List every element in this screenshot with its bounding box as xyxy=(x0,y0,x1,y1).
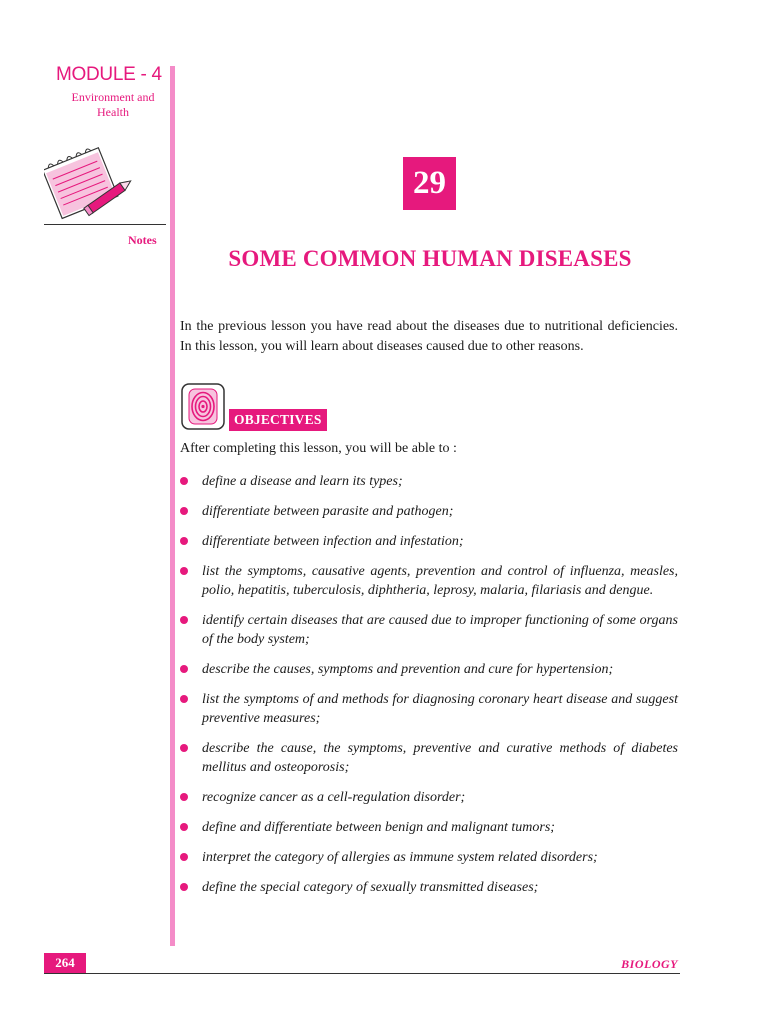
list-item: describe the cause, the symptoms, preventive and curative methods of diabetes mellitus and osteoporosis; xyxy=(180,739,678,777)
list-item: differentiate between parasite and pathogen; xyxy=(180,502,678,521)
notepad-pencil-icon xyxy=(44,142,136,220)
chapter-number: 29 xyxy=(403,157,456,210)
margin-bar xyxy=(170,66,175,946)
notes-divider xyxy=(44,224,166,225)
list-item: recognize cancer as a cell-regulation disorder; xyxy=(180,788,678,807)
footer-divider xyxy=(44,973,680,974)
list-item: list the symptoms, causative agents, prevention and control of influenza, measles, polio, hepatitis, tuberculosis, diphtheria, leprosy, malaria, filariasis and dengue. xyxy=(180,562,678,600)
list-item: describe the causes, symptoms and prevention and cure for hypertension; xyxy=(180,660,678,679)
list-item: differentiate between infection and infestation; xyxy=(180,532,678,551)
list-item: interpret the category of allergies as immune system related disorders; xyxy=(180,848,678,867)
page-number: 264 xyxy=(44,953,86,973)
list-item: list the symptoms of and methods for diagnosing coronary heart disease and suggest preventive measures; xyxy=(180,690,678,728)
objectives-label: OBJECTIVES xyxy=(229,409,327,431)
objectives-list xyxy=(180,472,678,908)
intro-paragraph: In the previous lesson you have read about the diseases due to nutritional deficiencies. In this lesson, you will learn about diseases caused due to other reasons. xyxy=(180,319,678,354)
list-item: identify certain diseases that are caused due to improper functioning of some organs of the body system; xyxy=(180,611,678,649)
list-item: define a disease and learn its types; xyxy=(180,472,678,491)
module-title: MODULE - 4 xyxy=(56,64,162,85)
footer-subject: BIOLOGY xyxy=(621,957,678,971)
module-subtitle xyxy=(52,90,174,120)
module-subtitle-line2: Health xyxy=(97,105,129,119)
list-item: define and differentiate between benign and malignant tumors; xyxy=(180,818,678,837)
notes-label: Notes xyxy=(128,233,157,247)
list-item: define the special category of sexually transmitted diseases; xyxy=(180,878,678,897)
target-icon xyxy=(181,383,225,430)
module-subtitle-line1: Environment and xyxy=(71,90,155,104)
chapter-title: SOME COMMON HUMAN DISEASES xyxy=(228,246,632,271)
objectives-lead: After completing this lesson, you will be able to : xyxy=(180,441,457,456)
